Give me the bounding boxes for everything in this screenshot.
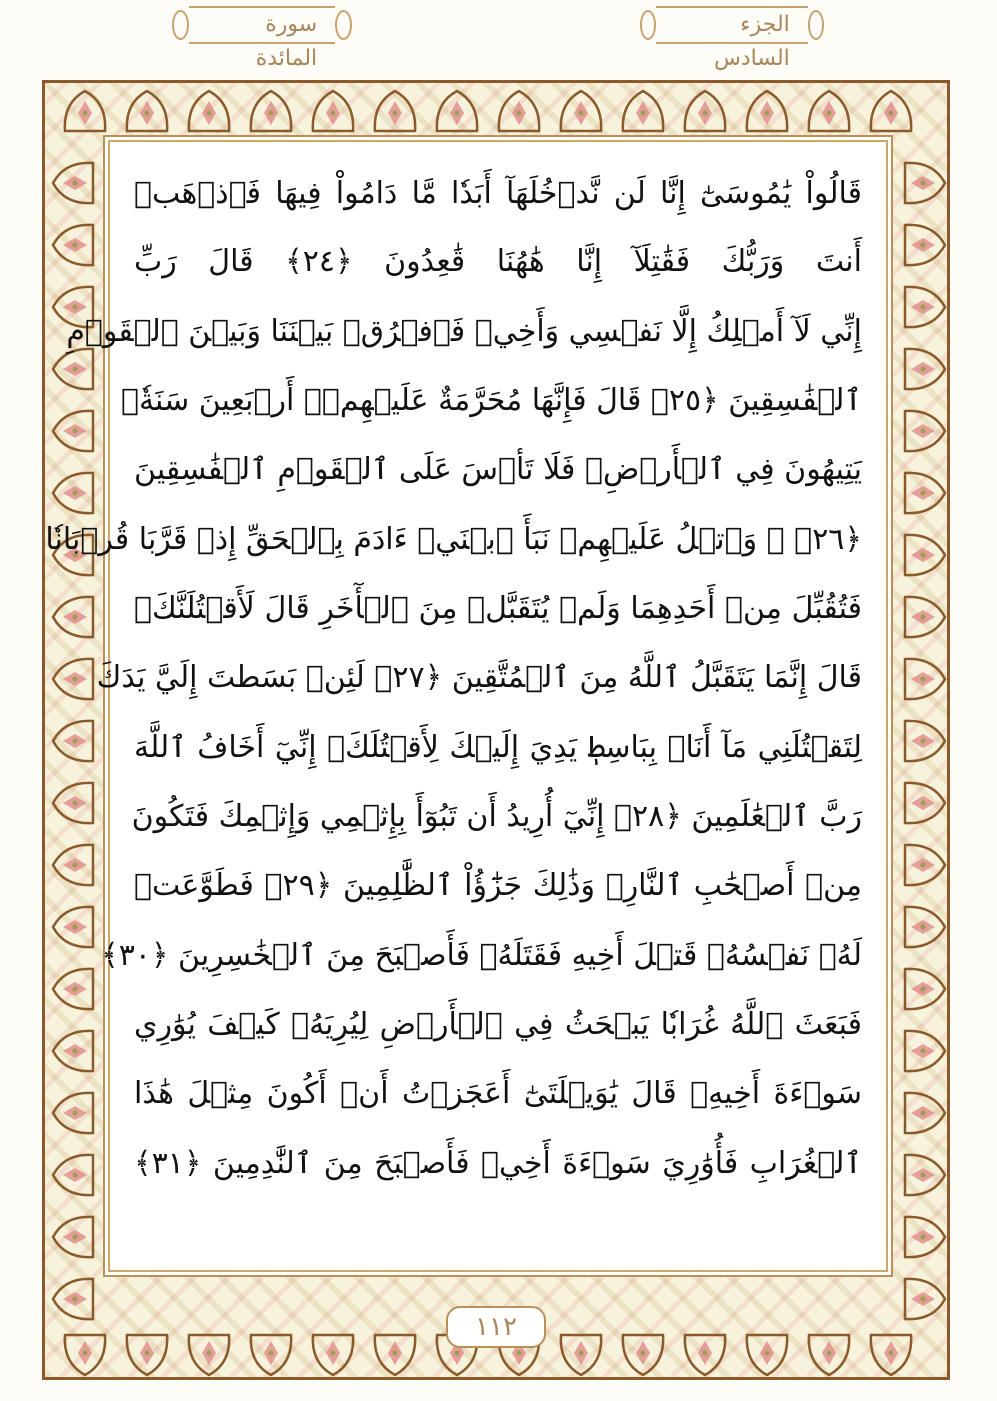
text-line: مِنۡ أَصۡحَٰبِ ٱلنَّارِۚ وَذَٰلِكَ جَزَٰٓؤُاْ ٱلظَّٰلِمِينَ ﴿٢٩﴾ فَطَوَّعَتۡ (134, 868, 862, 903)
arch-ornament (313, 1335, 353, 1375)
arch-ornament (53, 163, 93, 203)
arch-ornament (251, 1335, 291, 1375)
arch-ornament (53, 783, 93, 823)
arch-ornament (905, 349, 945, 389)
arch-ornament (905, 721, 945, 761)
arch-ornament (127, 91, 167, 131)
text-line: يَتِيهُونَ فِي ٱلۡأَرۡضِۚ فَلَا تَأۡسَ عَلَى ٱلۡقَوۡمِ ٱلۡفَٰسِقِينَ (134, 452, 862, 487)
text-line: فَتُقُبِّلَ مِنۡ أَحَدِهِمَا وَلَمۡ يُتَقَبَّلۡ مِنَ ٱلۡأٓخَرِ قَالَ لَأَقۡتُلَنَّكَۖ (134, 591, 862, 626)
arch-ornament (53, 845, 93, 885)
arch-ornament (685, 91, 725, 131)
arch-ornament (747, 1335, 787, 1375)
arch-ornament (685, 1335, 725, 1375)
arch-ornament (905, 1031, 945, 1071)
arch-ornament (905, 907, 945, 947)
arch-ornament (53, 1031, 93, 1071)
quran-text-panel (45, 140, 888, 1272)
arch-ornament (905, 473, 945, 513)
arch-ornament (53, 907, 93, 947)
arch-ornament (251, 91, 291, 131)
page-number: ١١٢ (446, 1306, 546, 1348)
arch-ornament (905, 163, 945, 203)
surah-name-text: سورة المائدة (189, 6, 335, 44)
text-line: سَوۡءَةَ أَخِيهِۚ قَالَ يَٰوَيۡلَتَىٰٓ أَعَجَزۡتُ أَنۡ أَكُونَ مِثۡلَ هَٰذَا (134, 1076, 862, 1111)
arch-ornament (809, 91, 849, 131)
text-line: قَالَ إِنَّمَا يَتَقَبَّلُ ٱللَّهُ مِنَ ٱلۡمُتَّقِينَ ﴿٢٧﴾ لَئِنۢ بَسَطتَ إِلَيَّ يَدَكَ (96, 660, 862, 695)
arch-ornament (53, 411, 93, 451)
text-line: إِنِّي لَآ أَمۡلِكُ إِلَّا نَفۡسِي وَأَخِيۖ فَٱفۡرُقۡ بَيۡنَنَا وَبَيۡنَ ٱلۡقَوۡمِ (66, 314, 862, 349)
text-line: ٱلۡفَٰسِقِينَ ﴿٢٥﴾ قَالَ فَإِنَّهَا مُحَرَّمَةٌ عَلَيۡهِمۡۛ أَرۡبَعِينَ سَنَةٗۛ (120, 383, 862, 418)
left-cap-ornament (172, 10, 189, 40)
arch-ornament (53, 597, 93, 637)
arch-ornament (53, 659, 93, 699)
arch-ornament (53, 969, 93, 1009)
arch-ornament (809, 1335, 849, 1375)
left-cap-ornament (640, 10, 656, 40)
arch-ornament (623, 91, 663, 131)
arch-ornament (53, 721, 93, 761)
arch-ornament (561, 91, 601, 131)
text-line: لِتَقۡتُلَنِي مَآ أَنَا۠ بِبَاسِطٖ يَدِيَ إِلَيۡكَ لِأَقۡتُلَكَۖ إِنِّيٓ أَخَافُ ٱللَّهَ (134, 730, 862, 765)
arch-ornament (127, 1335, 167, 1375)
text-line: أَنتَ وَرَبُّكَ فَقَٰتِلَآ إِنَّا هَٰهُنَا قَٰعِدُونَ ﴿٢٤﴾ قَالَ رَبِّ (134, 244, 862, 279)
arch-ornament (905, 783, 945, 823)
arch-ornament (905, 845, 945, 885)
arch-ornament (53, 1279, 93, 1319)
arch-ornament (905, 1093, 945, 1133)
surah-name-label (172, 4, 352, 71)
arch-ornament (905, 597, 945, 637)
juz-label (640, 4, 824, 71)
arch-ornament (871, 1335, 911, 1375)
arch-ornament (53, 1217, 93, 1257)
arch-ornament (905, 1155, 945, 1195)
text-line: ﴿٢٦﴾ ۞ وَٱتۡلُ عَلَيۡهِمۡ نَبَأَ ٱبۡنَيۡ ءَادَمَ بِٱلۡحَقِّ إِذۡ قَرَّبَا قُرۡبَانٗا (45, 522, 862, 557)
text-line: رَبَّ ٱلۡعَٰلَمِينَ ﴿٢٨﴾ إِنِّيٓ أُرِيدُ أَن تَبُوٓأَ بِإِثۡمِي وَإِثۡمِكَ فَتَكُونَ (131, 799, 862, 834)
arch-ornament (375, 91, 415, 131)
arch-ornament (437, 91, 477, 131)
arch-ornament (905, 411, 945, 451)
text-line: ٱلۡغُرَابِ فَأُوَٰرِيَ سَوۡءَةَ أَخِيۖ فَأَصۡبَحَ مِنَ ٱلنَّٰدِمِينَ ﴿٣١﴾ (134, 1146, 862, 1181)
arch-ornament (905, 535, 945, 575)
arch-ornament (623, 1335, 663, 1375)
text-line: فَبَعَثَ ٱللَّهُ غُرَابٗا يَبۡحَثُ فِي ٱلۡأَرۡضِ لِيُرِيَهُۥ كَيۡفَ يُوَٰرِي (134, 1007, 862, 1042)
text-line: قَالُواْ يَٰمُوسَىٰٓ إِنَّا لَن نَّدۡخُلَهَآ أَبَدٗا مَّا دَامُواْ فِيهَا فَٱذۡهَبۡ (134, 176, 862, 211)
arch-ornament (189, 1335, 229, 1375)
arch-ornament (313, 91, 353, 131)
arch-ornament (189, 91, 229, 131)
arch-ornament (905, 1217, 945, 1257)
arch-ornament (53, 1155, 93, 1195)
arch-ornament (53, 225, 93, 265)
right-cap-ornament (335, 10, 352, 40)
arch-ornament (905, 659, 945, 699)
arch-ornament (375, 1335, 415, 1375)
juz-text: الجزء السادس (656, 6, 808, 44)
arch-ornament (65, 1335, 105, 1375)
arch-ornament (905, 969, 945, 1009)
arch-ornament (905, 1279, 945, 1319)
text-line: لَهُۥ نَفۡسُهُۥ قَتۡلَ أَخِيهِ فَقَتَلَهُۥ فَأَصۡبَحَ مِنَ ٱلۡخَٰسِرِينَ ﴿٣٠﴾ (101, 938, 862, 973)
arch-ornament (905, 287, 945, 327)
arch-ornament (871, 91, 911, 131)
arch-ornament (747, 91, 787, 131)
arch-ornament (499, 91, 539, 131)
arch-ornament (53, 473, 93, 513)
right-cap-ornament (808, 10, 824, 40)
arch-ornament (905, 225, 945, 265)
arch-ornament (53, 1093, 93, 1133)
arch-ornament (561, 1335, 601, 1375)
arch-ornament (65, 91, 105, 131)
